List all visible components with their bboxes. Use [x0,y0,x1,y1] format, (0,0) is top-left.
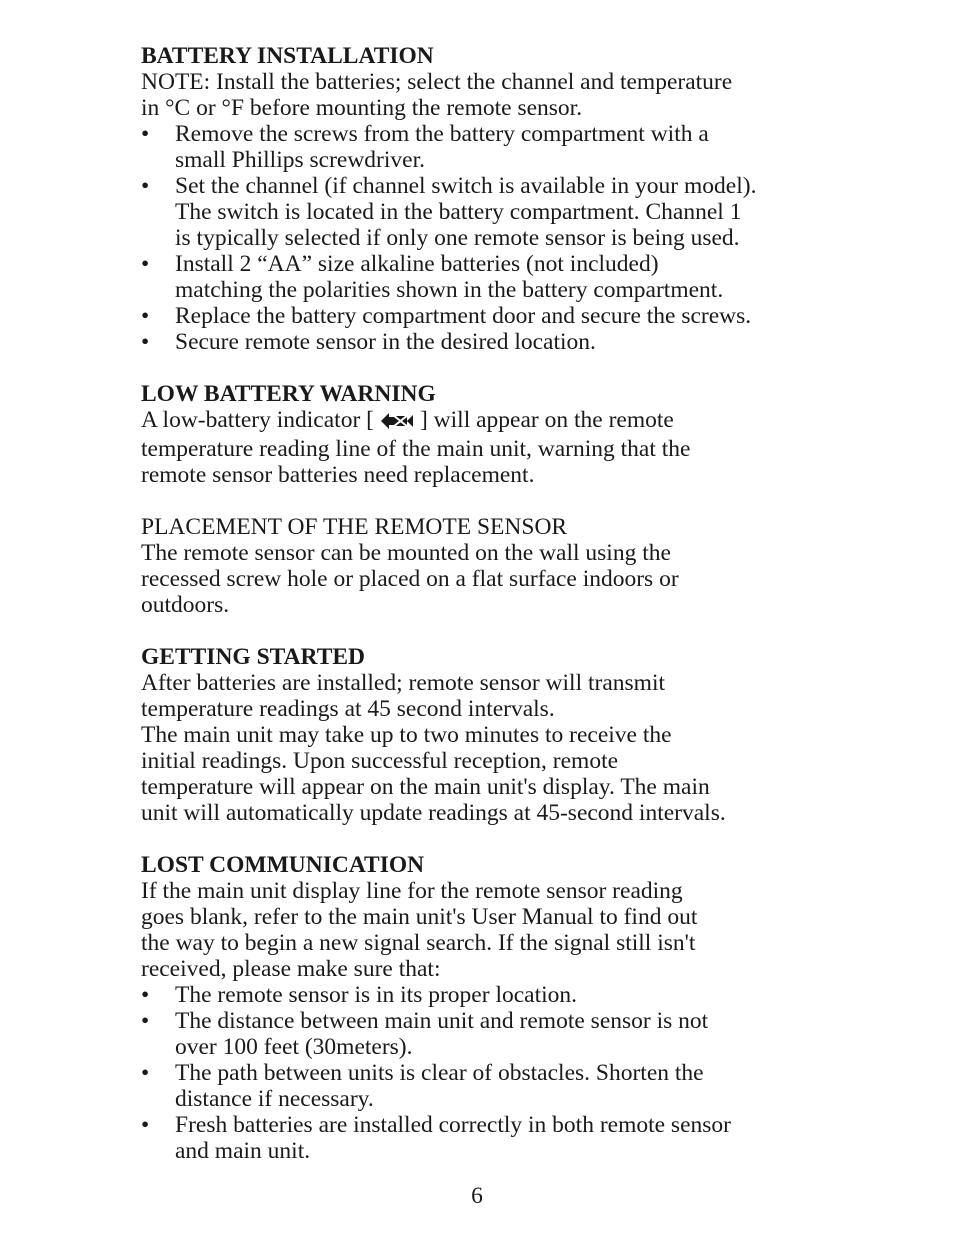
list-line: Replace the battery compartment door and secure the screws. [175,303,752,329]
low-battery-section [141,381,841,488]
getting-started-section [141,644,841,826]
text-line: the way to begin a new signal search. If the signal still isn't [141,930,696,956]
text-line: temperature will appear on the main unit's display. The main [141,774,710,800]
battery-note [141,69,841,121]
page-number: 6 [471,1183,483,1209]
list-line: distance if necessary. [175,1086,374,1112]
bullet: • [141,1112,150,1138]
list-line: Fresh batteries are installed correctly in both remote sensor [175,1112,731,1138]
list-line: The distance between main unit and remote sensor is not [175,1008,709,1034]
text-line: If the main unit display line for the remote sensor reading [141,878,683,904]
lost-communication-text [141,878,841,982]
list-line: Install 2 “AA” size alkaline batteries (not included) [175,251,659,277]
note-line: NOTE: Install the batteries; select the channel and temperature [141,69,733,95]
list-item [141,251,841,303]
text-line: initial readings. Upon successful reception, remote [141,748,619,774]
list-item [141,982,841,1008]
low-battery-heading: LOW BATTERY WARNING [141,381,436,407]
text-line: temperature readings at 45 second intervals. [141,696,555,722]
text-line: recessed screw hole or placed on a flat surface indoors or [141,566,679,592]
list-line: matching the polarities shown in the battery compartment. [175,277,724,303]
manual-page [141,43,841,1164]
list-line: over 100 feet (30meters). [175,1034,413,1060]
text-line: temperature reading line of the main unit, warning that the [141,436,691,462]
battery-installation-section [141,43,841,355]
list-line: The path between units is clear of obstacles. Shorten the [175,1060,704,1086]
list-item [141,121,841,173]
bullet: • [141,329,150,355]
text-line: received, please make sure that: [141,956,441,982]
battery-steps-list [141,121,841,355]
bullet: • [141,303,150,329]
text-line: A low-battery indicator [ [141,407,374,433]
list-line: and main unit. [175,1138,311,1164]
list-line: Remove the screws from the battery compartment with a [175,121,709,147]
bullet: • [141,1060,150,1086]
list-item [141,303,841,329]
list-line: Set the channel (if channel switch is available in your model). [175,173,757,199]
list-item [141,329,841,355]
lost-communication-checklist [141,982,841,1164]
getting-started-text [141,670,841,826]
list-item [141,173,841,251]
low-battery-text [141,407,841,488]
battery-installation-heading: BATTERY INSTALLATION [141,43,434,69]
text-line: The remote sensor can be mounted on the wall using the [141,540,671,566]
low-battery-icon [380,410,414,436]
note-line: in °C or °F before mounting the remote sensor. [141,95,583,121]
placement-section [141,514,841,618]
placement-text [141,540,841,618]
list-item [141,1060,841,1112]
bullet: • [141,982,150,1008]
list-line: Secure remote sensor in the desired location. [175,329,596,355]
text-line: outdoors. [141,592,230,618]
text-line: The main unit may take up to two minutes to receive the [141,722,672,748]
text-line: ] will appear on the remote [419,407,674,433]
list-line: is typically selected if only one remote sensor is being used. [175,225,740,251]
text-line: After batteries are installed; remote sensor will transmit [141,670,666,696]
bullet: • [141,251,150,277]
lost-communication-heading: LOST COMMUNICATION [141,852,425,878]
list-item [141,1112,841,1164]
text-line: remote sensor batteries need replacement. [141,462,535,488]
bullet: • [141,173,150,199]
list-line: The switch is located in the battery compartment. Channel 1 [175,199,742,225]
lost-communication-section [141,852,841,1164]
list-line: The remote sensor is in its proper location. [175,982,578,1008]
bullet: • [141,121,150,147]
list-item [141,1008,841,1060]
list-line: small Phillips screwdriver. [175,147,425,173]
text-line: unit will automatically update readings at 45-second intervals. [141,800,726,826]
bullet: • [141,1008,150,1034]
getting-started-heading: GETTING STARTED [141,644,366,670]
placement-heading: PLACEMENT OF THE REMOTE SENSOR [141,514,568,540]
text-line: goes blank, refer to the main unit's User Manual to find out [141,904,698,930]
